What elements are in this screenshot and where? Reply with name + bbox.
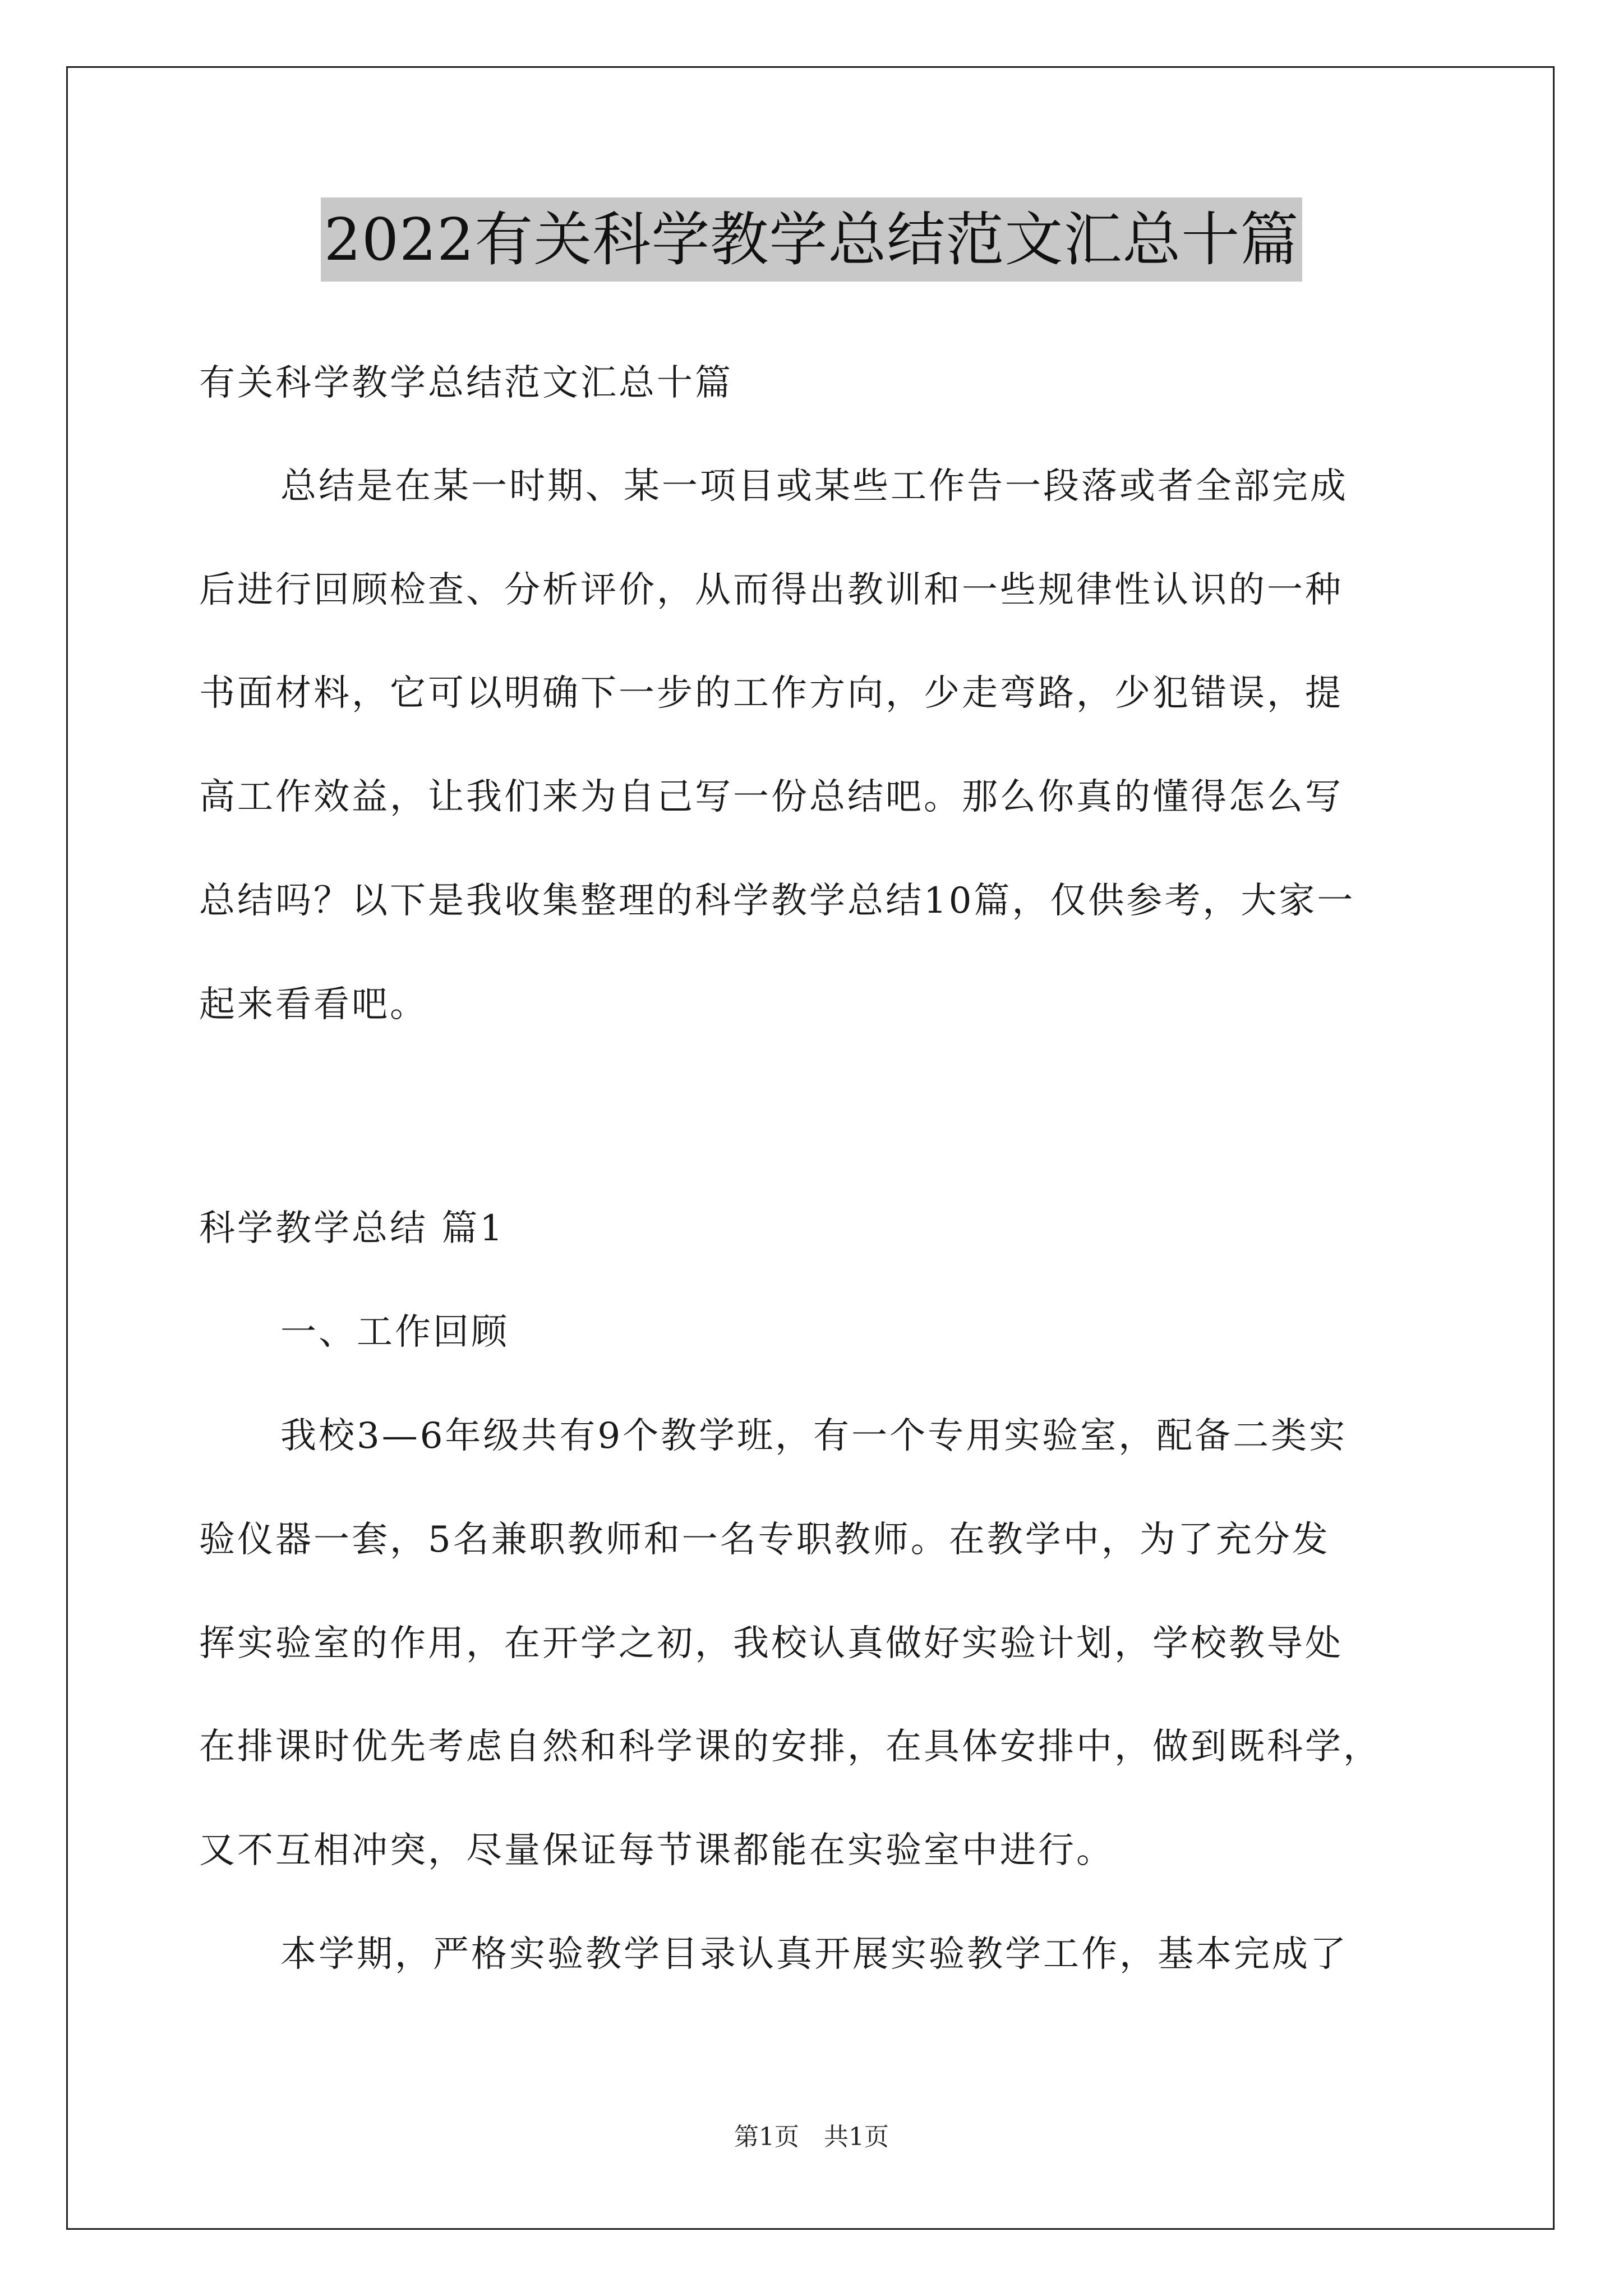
paragraph-line: 我校3—6年级共有9个教学班，有一个专用实验室，配备二类实 — [280, 1415, 1348, 1457]
paragraph-line: 本学期，严格实验教学目录认真开展实验教学工作，基本完成了 — [280, 1934, 1348, 1975]
intro-line: 后进行回顾检查、分析评价，从而得出教训和一些规律性认识的一种 — [199, 569, 1343, 611]
intro-line: 总结是在某一时期、某一项目或某些工作告一段落或者全部完成 — [280, 466, 1348, 507]
section-heading: 科学教学总结 篇1 — [199, 1208, 505, 1249]
document-subtitle: 有关科学教学总结范文汇总十篇 — [199, 362, 733, 404]
intro-line: 起来看看吧。 — [199, 984, 428, 1025]
subsection-heading: 一、工作回顾 — [280, 1312, 509, 1353]
intro-line: 书面材料，它可以明确下一步的工作方向，少走弯路，少犯错误，提 — [199, 673, 1343, 714]
paragraph-line: 在排课时优先考虑自然和科学课的安排，在具体安排中，做到既科学， — [199, 1726, 1381, 1768]
paragraph-line: 验仪器一套，5名兼职教师和一名专职教师。在教学中，为了充分发 — [199, 1519, 1330, 1561]
document-title: 2022有关科学教学总结范文汇总十篇 — [321, 197, 1303, 282]
paragraph-line: 挥实验室的作用，在开学之初，我校认真做好实验计划，学校教导处 — [199, 1623, 1343, 1664]
title-container — [0, 197, 1623, 282]
paragraph-line: 又不互相冲突，尽量保证每节课都能在实验室中进行。 — [199, 1830, 1114, 1871]
intro-line: 高工作效益，让我们来为自己写一份总结吧。那么你真的懂得怎么写 — [199, 776, 1343, 818]
page-number-footer: 第1页 共1页 — [734, 2123, 889, 2151]
intro-line: 总结吗？以下是我收集整理的科学教学总结10篇，仅供参考，大家一 — [199, 880, 1355, 922]
